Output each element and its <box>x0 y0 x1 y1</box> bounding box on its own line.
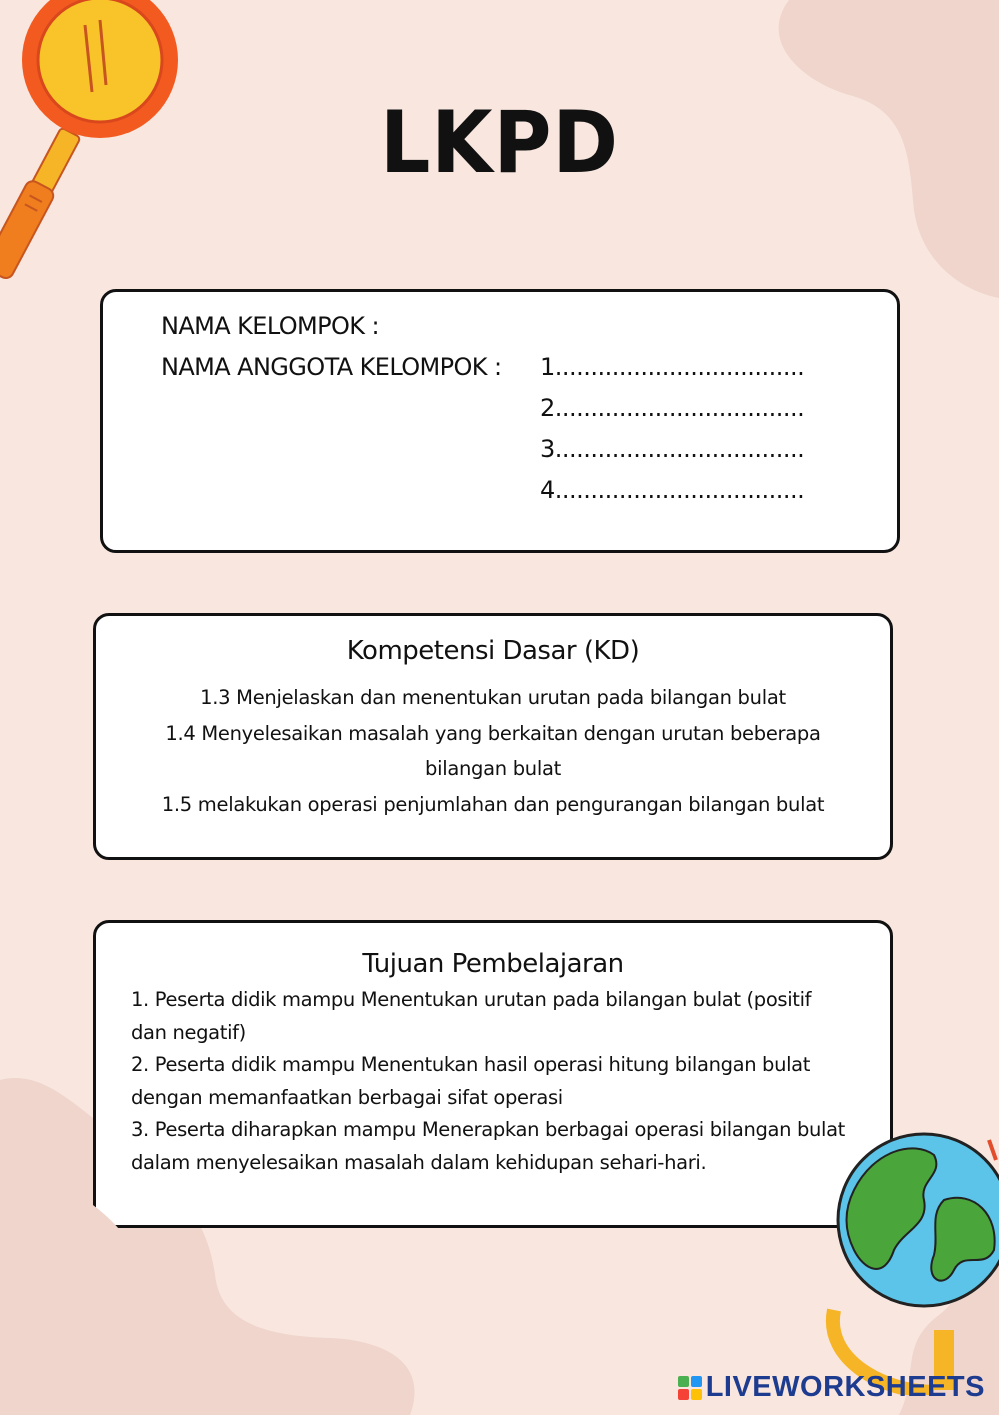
member-entry-4[interactable]: 4................................... <box>540 476 805 504</box>
liveworksheets-logo-icon <box>678 1376 702 1400</box>
liveworksheets-watermark <box>678 1371 985 1404</box>
competency-box <box>93 613 893 860</box>
competency-heading: Kompetensi Dasar (KD) <box>346 636 640 666</box>
objective-item: 3. Peserta diharapkan mampu Menerapkan berbagai operasi bilangan bulat dalam menyelesaikan masalah dalam kehidupan sehari-hari. <box>131 1118 845 1174</box>
competency-item: 1.3 Menjelaskan dan menentukan urutan pada bilangan bulat <box>200 686 786 709</box>
member-entry-2[interactable]: 2................................... <box>540 394 805 422</box>
learning-objectives-heading: Tujuan Pembelajaran <box>362 949 624 979</box>
learning-objectives-list <box>131 984 872 1179</box>
objective-item: 2. Peserta didik mampu Menentukan hasil operasi hitung bilangan bulat dengan memanfaatkan berbagai sifat operasi <box>131 1053 811 1109</box>
objective-item: 1. Peserta didik mampu Menentukan urutan pada bilangan bulat (positif dan negatif) <box>131 988 812 1044</box>
group-info-box <box>100 289 900 553</box>
competency-item: 1.5 melakukan operasi penjumlahan dan pengurangan bilangan bulat <box>161 792 825 816</box>
competency-list <box>116 680 870 822</box>
globe-icon <box>824 1130 999 1395</box>
competency-item: 1.4 Menyelesaikan masalah yang berkaitan dengan urutan beberapa bilangan bulat <box>165 721 821 780</box>
watermark-text: LIVEWORKSHEETS <box>705 1371 985 1403</box>
members-label: NAMA ANGGOTA KELOMPOK : <box>161 353 502 381</box>
group-name-label: NAMA KELOMPOK : <box>161 312 379 340</box>
member-entry-3[interactable]: 3................................... <box>540 435 805 463</box>
member-entry-1[interactable]: 1................................... <box>540 353 805 381</box>
page-title: LKPD <box>379 93 620 193</box>
decorative-blob-overlay <box>0 1170 230 1415</box>
